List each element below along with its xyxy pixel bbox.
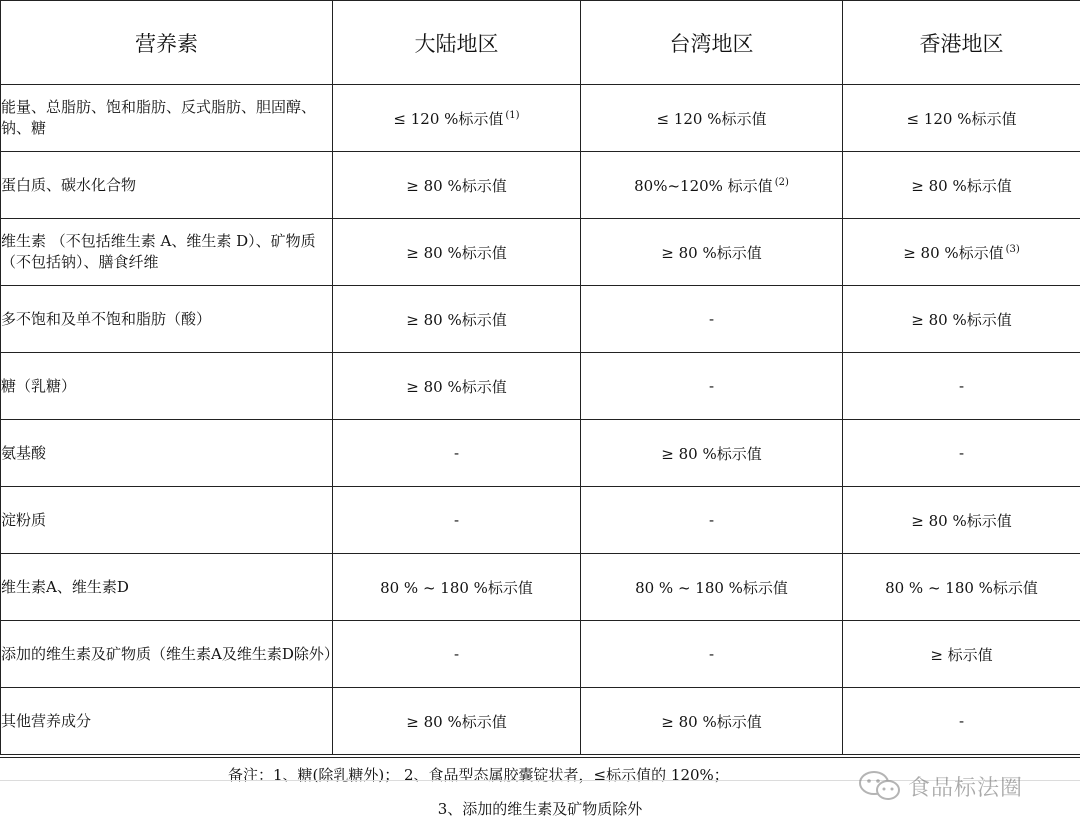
cell-mainland-text: ≤ 120 %标示值	[393, 110, 503, 128]
cell-taiwan	[581, 420, 843, 487]
header-mainland: 大陆地区	[333, 1, 581, 85]
table-row	[1, 487, 1080, 554]
cell-hongkong	[843, 688, 1080, 755]
cell-hongkong-text: -	[959, 377, 964, 395]
cell-taiwan	[581, 219, 843, 286]
cell-nutrient-text: 添加的维生素及矿物质（维生素A及维生素D除外）	[1, 645, 339, 663]
cell-mainland	[333, 487, 581, 554]
footnote-marker: (3)	[1006, 244, 1020, 255]
header-hongkong: 香港地区	[843, 1, 1080, 85]
cell-mainland	[333, 353, 581, 420]
table-row	[1, 554, 1080, 621]
cell-mainland-text: 80 % ~ 180 %标示值	[380, 579, 533, 597]
cell-hongkong	[843, 554, 1080, 621]
cell-nutrient-text: 氨基酸	[1, 444, 46, 462]
cell-mainland-text: -	[454, 645, 459, 663]
cell-hongkong	[843, 286, 1080, 353]
cell-mainland-text: -	[454, 511, 459, 529]
cell-nutrient	[1, 621, 333, 688]
cell-nutrient	[1, 152, 333, 219]
cell-hongkong-text: -	[959, 444, 964, 462]
cell-taiwan-text: -	[709, 310, 714, 328]
cell-taiwan	[581, 621, 843, 688]
cell-hongkong-text: ≤ 120 %标示值	[907, 110, 1017, 128]
cell-nutrient	[1, 219, 333, 286]
cell-nutrient	[1, 85, 333, 152]
cell-mainland	[333, 420, 581, 487]
wechat-icon	[858, 770, 902, 802]
note-line-1: 备注：1、糖(除乳糖外)； 2、食品型态属胶囊锭状者，≤标示值的 120%；	[228, 764, 729, 785]
cell-nutrient-text: 维生素 （不包括维生素 A、维生素 D）、矿物质（不包括钠）、膳食纤维	[1, 232, 316, 271]
cell-hongkong	[843, 487, 1080, 554]
cell-taiwan-text: -	[709, 511, 714, 529]
cell-hongkong-text: ≥ 标示值	[930, 646, 992, 664]
cell-taiwan-text: ≤ 120 %标示值	[657, 110, 767, 128]
cell-nutrient-text: 维生素A、维生素D	[1, 578, 129, 596]
cell-mainland	[333, 286, 581, 353]
cell-taiwan-text: ≥ 80 %标示值	[661, 244, 761, 262]
table-row	[1, 353, 1080, 420]
cell-taiwan-text: 80%~120% 标示值	[634, 177, 773, 195]
cell-nutrient	[1, 487, 333, 554]
watermark	[858, 770, 1023, 802]
cell-nutrient	[1, 420, 333, 487]
cell-taiwan-text: ≥ 80 %标示值	[661, 445, 761, 463]
header-nutrient: 营养素	[1, 1, 333, 85]
cell-mainland-text: ≥ 80 %标示值	[406, 311, 506, 329]
cell-hongkong	[843, 219, 1080, 286]
cell-nutrient-text: 能量、总脂肪、饱和脂肪、反式脂肪、胆固醇、钠、糖	[1, 98, 316, 137]
cell-nutrient-text: 多不饱和及单不饱和脂肪（酸）	[1, 310, 211, 328]
cell-taiwan	[581, 487, 843, 554]
cell-taiwan	[581, 85, 843, 152]
cell-taiwan-text: -	[709, 645, 714, 663]
cell-hongkong-text: ≥ 80 %标示值	[903, 244, 1003, 262]
cell-hongkong	[843, 420, 1080, 487]
table-row	[1, 219, 1080, 286]
cell-nutrient	[1, 286, 333, 353]
table-row	[1, 420, 1080, 487]
cell-taiwan	[581, 688, 843, 755]
cell-hongkong	[843, 621, 1080, 688]
cell-hongkong	[843, 152, 1080, 219]
table-row	[1, 621, 1080, 688]
table-row	[1, 688, 1080, 755]
cell-mainland	[333, 688, 581, 755]
cell-mainland	[333, 554, 581, 621]
cell-mainland-text: ≥ 80 %标示值	[406, 177, 506, 195]
watermark-text: 食品标法圈	[908, 771, 1023, 802]
cell-hongkong-text: ≥ 80 %标示值	[911, 311, 1011, 329]
table-row	[1, 152, 1080, 219]
cell-taiwan-text: -	[709, 377, 714, 395]
cell-mainland-text: ≥ 80 %标示值	[406, 713, 506, 731]
cell-hongkong-text: ≥ 80 %标示值	[911, 512, 1011, 530]
cell-nutrient	[1, 554, 333, 621]
cell-nutrient-text: 糖（乳糖）	[1, 377, 76, 395]
cell-hongkong-text: ≥ 80 %标示值	[911, 177, 1011, 195]
table-row	[1, 85, 1080, 152]
cell-taiwan	[581, 353, 843, 420]
cell-nutrient	[1, 353, 333, 420]
cell-mainland-text: ≥ 80 %标示值	[406, 244, 506, 262]
cell-hongkong-text: -	[959, 712, 964, 730]
table-header-row	[1, 1, 1080, 85]
cell-mainland	[333, 219, 581, 286]
cell-mainland	[333, 85, 581, 152]
cell-hongkong-text: 80 % ~ 180 %标示值	[885, 579, 1038, 597]
cell-mainland	[333, 152, 581, 219]
cell-taiwan	[581, 152, 843, 219]
cell-mainland-text: ≥ 80 %标示值	[406, 378, 506, 396]
table-row	[1, 286, 1080, 353]
cell-mainland-text: -	[454, 444, 459, 462]
cell-hongkong	[843, 85, 1080, 152]
cell-nutrient-text: 蛋白质、碳水化合物	[1, 176, 136, 194]
cell-mainland	[333, 621, 581, 688]
cell-taiwan-text: 80 % ~ 180 %标示值	[635, 579, 788, 597]
header-taiwan: 台湾地区	[581, 1, 843, 85]
cell-taiwan	[581, 286, 843, 353]
footnote-marker: (1)	[505, 110, 519, 121]
cell-nutrient	[1, 688, 333, 755]
cell-nutrient-text: 其他营养成分	[1, 712, 91, 730]
note-line-2: 3、添加的维生素及矿物质除外	[0, 798, 1080, 819]
cell-taiwan-text: ≥ 80 %标示值	[661, 713, 761, 731]
cell-taiwan	[581, 554, 843, 621]
cell-hongkong	[843, 353, 1080, 420]
cell-nutrient-text: 淀粉质	[1, 511, 46, 529]
footnote-marker: (2)	[775, 177, 789, 188]
